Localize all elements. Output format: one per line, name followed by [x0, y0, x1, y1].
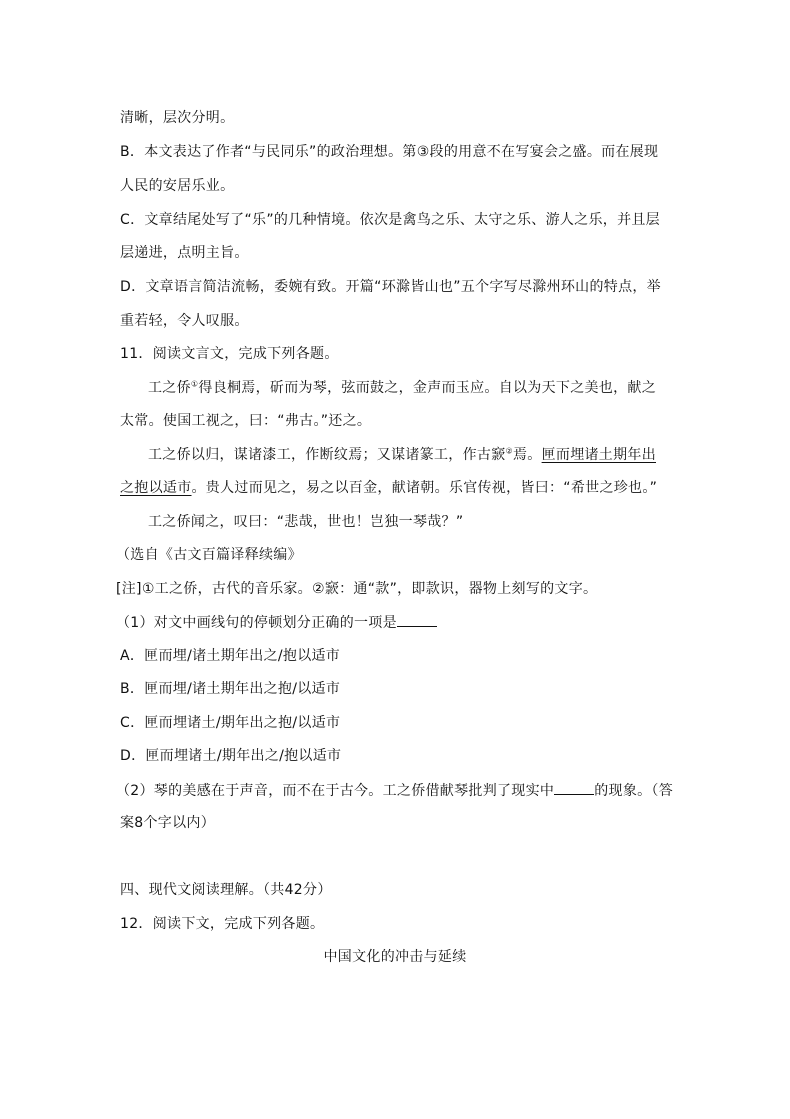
- question-11-heading: 11．阅读文言文，完成下列各题。: [120, 346, 339, 362]
- underlined-sentence: 之抱以适市: [120, 480, 192, 496]
- underlined-sentence: 匣而埋诸土期年出: [541, 447, 656, 463]
- option-c-line1: C．文章结尾处写了“乐”的几种情境。依次是禽鸟之乐、太守之乐、游人之乐，并且层: [120, 212, 660, 228]
- option-d-line2: 重若轻，令人叹服。: [120, 313, 249, 329]
- footnote-marker: ①: [190, 379, 199, 389]
- option-d-line1: D．文章语言简洁流畅，委婉有致。开篇“环滁皆山也”五个字写尽滁州环山的特点，举: [120, 279, 661, 295]
- option-b-line2: 人民的安居乐业。: [120, 178, 235, 194]
- question-text: （2）琴的美感在于声音，而不在于古今。工之侨借献琴批判了现实中: [116, 783, 555, 799]
- question-2-stem-line2: 案8个字以内）: [120, 815, 216, 831]
- question-2-stem: [116, 780, 673, 801]
- passage-p2-line2: [120, 478, 657, 498]
- passage-source: （选自《古文百篇译释续编》: [116, 547, 302, 563]
- article-title: 中国文化的冲击与延续: [323, 949, 467, 965]
- answer-blank[interactable]: [554, 780, 594, 795]
- passage-p3: 工之侨闻之，叹曰：“悲哉，世也！岂独一琴哉？”: [148, 514, 464, 530]
- passage-text: 。贵人过而见之，易之以百金，献诸朝。乐官传视，皆曰：“希世之珍也。”: [191, 480, 658, 496]
- question-12-heading: 12．阅读下文，完成下列各题。: [120, 916, 325, 932]
- passage-p1-line2: 太常。使国工视之，曰：“弗古。”还之。: [120, 413, 372, 429]
- answer-blank[interactable]: [397, 612, 437, 627]
- passage-p1-line1: [148, 378, 656, 398]
- option-c-line2: 层递进，点明主旨。: [120, 245, 249, 261]
- question-text: （1）对文中画线句的停顿划分正确的一项是: [116, 615, 397, 631]
- passage-text: 焉。: [512, 447, 542, 463]
- footnote-marker: ②: [505, 446, 513, 456]
- text-line: 清晰，层次分明。: [120, 110, 235, 126]
- question-1-stem: [116, 612, 437, 633]
- option-b-line1: B．本文表达了作者“与民同乐”的政治理想。第③段的用意不在写宴会之盛。而在展现: [120, 144, 659, 160]
- question-text: 的现象。（答: [594, 783, 674, 799]
- q1-option-d: D．匣而埋诸土/期年出之/抱以适市: [120, 748, 342, 764]
- passage-note: [注]①工之侨，古代的音乐家。②窾：通“款”，即款识，器物上刻写的文字。: [116, 581, 598, 597]
- q1-option-a: A．匣而埋/诸土期年出之/抱以适市: [120, 648, 341, 664]
- passage-text: 工之侨: [148, 380, 191, 396]
- passage-p2-line1: [148, 445, 656, 465]
- section-4-heading: 四、现代文阅读理解。（共42分）: [120, 882, 332, 898]
- q1-option-b: B．匣而埋/诸土期年出之抱/以适市: [120, 681, 341, 697]
- q1-option-c: C．匣而埋诸土/期年出之抱/以适市: [120, 715, 341, 731]
- passage-text: 工之侨以归，谋诸漆工，作断纹焉；又谋诸篆工，作古窾: [148, 447, 506, 463]
- passage-text: 得良桐焉，斫而为琴，弦而鼓之，金声而玉应。自以为天下之美也，献之: [198, 380, 656, 396]
